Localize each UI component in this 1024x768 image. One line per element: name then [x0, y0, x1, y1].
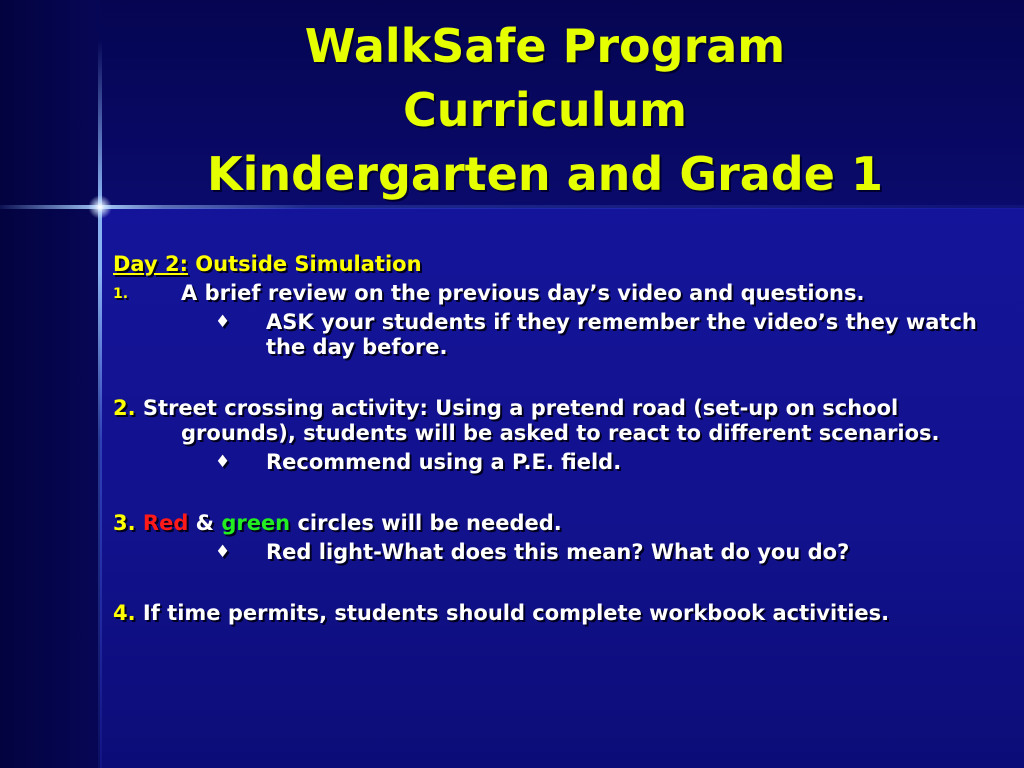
list-item-2 [113, 396, 1013, 446]
item-1-bullet-1 [113, 310, 1013, 360]
item-3-bullet-1 [113, 540, 1013, 565]
item-3-bullet-text: Red light-What does this mean? What do you do? [266, 540, 850, 564]
item-3-text: circles will be needed. [297, 511, 562, 535]
title-line-1: WalkSafe Program [304, 19, 786, 73]
slide-body [113, 252, 1013, 626]
item-3-number: 3. [113, 511, 136, 535]
item-2-bullet-1 [113, 450, 1013, 475]
item-3-ampersand: & [195, 511, 214, 535]
day-heading [113, 252, 1013, 277]
item-3-red-word: Red [142, 511, 189, 535]
diamond-icon: ♦ [215, 452, 231, 472]
item-1-bullet-text: ASK your students if they remember the video’s they watch the day before. [266, 310, 977, 359]
list-item-3 [113, 511, 1013, 536]
day-label: Day 2: [113, 252, 188, 276]
item-2-number: 2. [113, 396, 136, 420]
background-left-panel [0, 0, 100, 768]
item-2-text: Street crossing activity: Using a pretend road (set-up on school grounds), students will be asked to react to different scenarios. [142, 396, 940, 445]
item-1-text: A brief review on the previous day’s video and questions. [181, 281, 865, 305]
title-line-2: Curriculum [402, 83, 688, 137]
day-topic: Outside Simulation [195, 252, 422, 276]
item-1-number: 1. [113, 286, 129, 302]
item-2-bullet-text: Recommend using a P.E. field. [266, 450, 622, 474]
slide-title [100, 14, 990, 206]
item-4-number: 4. [113, 601, 136, 625]
diamond-icon: ♦ [215, 312, 231, 332]
list-item-4 [113, 601, 1013, 626]
title-line-3: Kindergarten and Grade 1 [207, 147, 883, 201]
item-4-text: If time permits, students should complete workbook activities. [142, 601, 890, 625]
item-3-green-word: green [221, 511, 291, 535]
diamond-icon: ♦ [215, 542, 231, 562]
list-item-1 [113, 281, 1013, 306]
